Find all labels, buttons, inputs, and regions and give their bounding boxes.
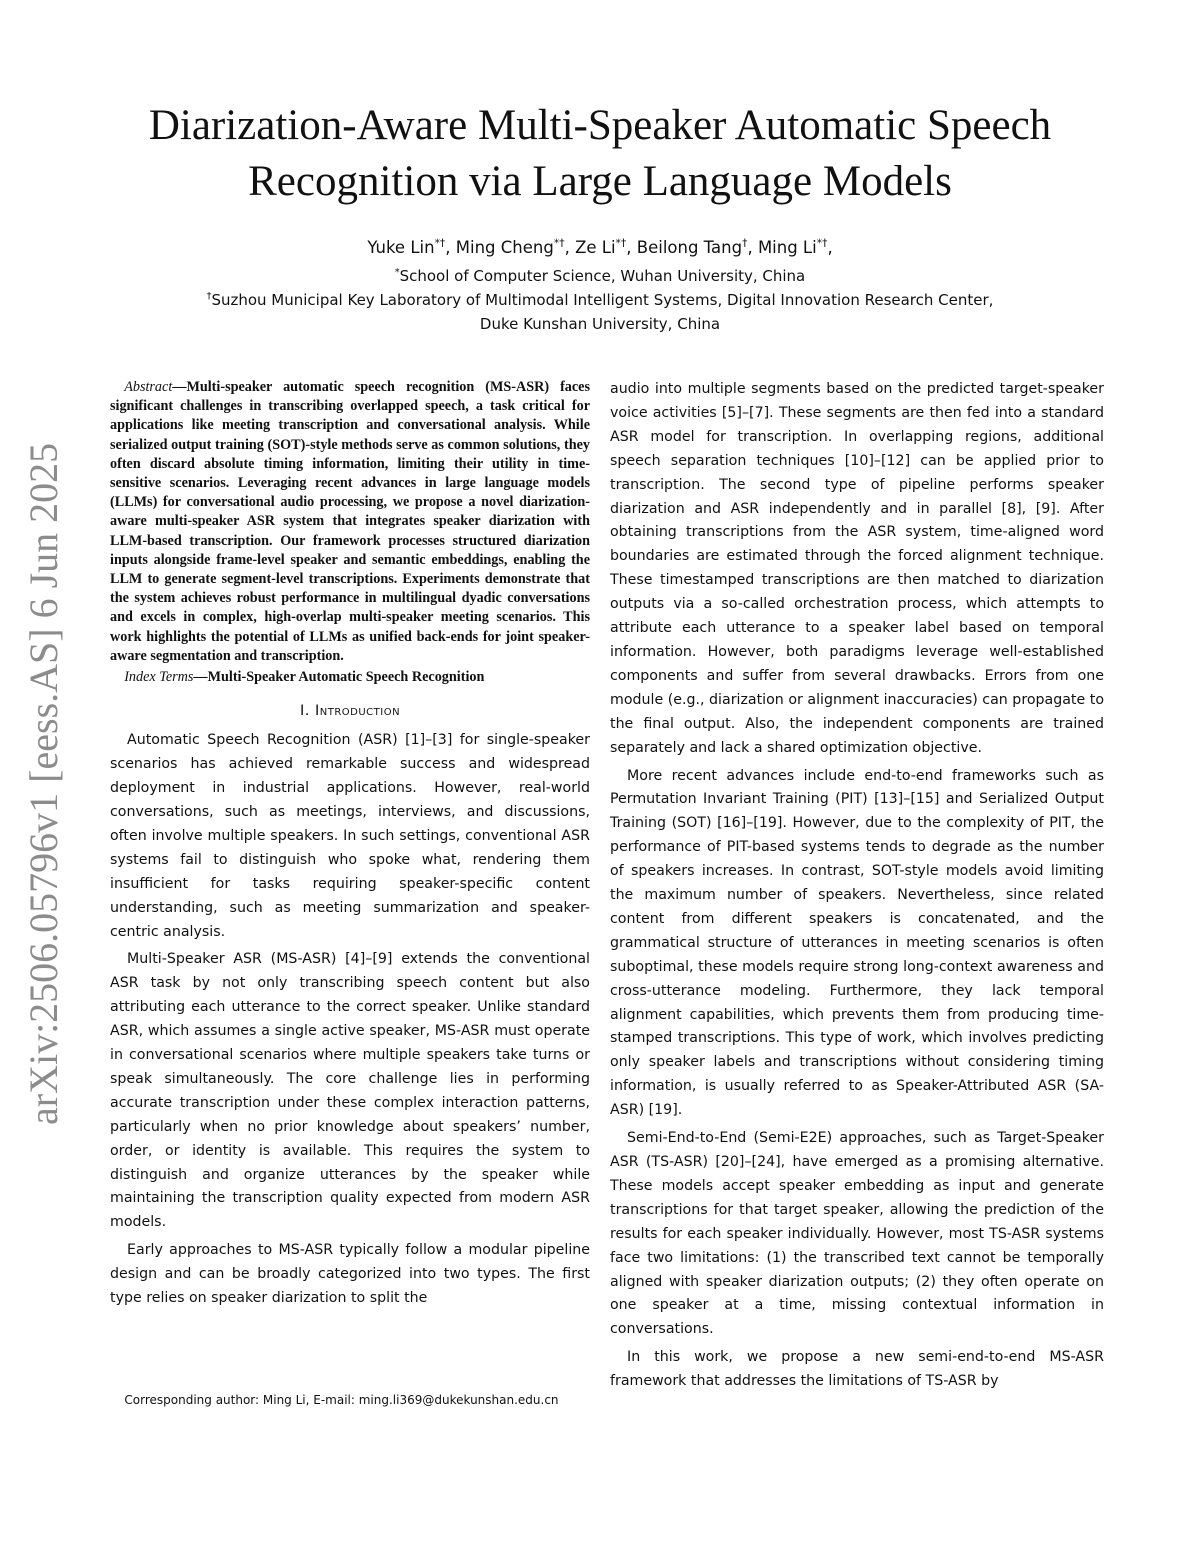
author-1: Yuke Lin*† bbox=[367, 236, 446, 257]
abstract-text: —Multi-speaker automatic speech recognition (MS-ASR) faces significant challenges in transcribing overlapped speech, a task critical for applications like meeting transcription and conversational analysis. While serialized output training (SOT)-style methods serve as common solutions, they often discard absolute timing information, limiting their utility in time-sensitive scenarios. Leveraging recent advances in large language models (LLMs) for conversational audio processing, we propose a novel diarization-aware multi-speaker ASR system that integrates speaker diarization with LLM-based transcription. Our framework processes structured diarization inputs alongside frame-level speaker and semantic embeddings, enabling the LLM to generate segment-level transcriptions. Experiments demonstrate that the system achieves robust performance in multilingual dyadic conversations and excels in complex, high-overlap multi-speaker meeting scenarios. This work highlights the potential of LLMs as unified back-ends for joint speaker-aware segmentation and transcription. bbox=[110, 379, 590, 664]
index-terms-label: Index Terms bbox=[124, 669, 194, 686]
paragraph: In this work, we propose a new semi-end-to-end MS-ASR framework that addresses the limitations of TS-ASR by bbox=[610, 1349, 1104, 1390]
arxiv-identifier-stamp: arXiv:2506.05796v1 [eess.AS] 6 Jun 2025 bbox=[21, 442, 66, 1125]
paragraph: More recent advances include end-to-end frameworks such as Permutation Invariant Training (PIT) [13]–[15] and Serialized Output Training (SOT) [16]–[19]. However, due to the complexity of PIT, the performance of PIT-based systems tends to degrade as the number of speakers increases. In contrast, SOT-style models avoid limiting the maximum number of speakers. Nevertheless, since related content from different speakers is concatenated, and the grammatical structure of utterances in meeting scenarios is often suboptimal, these models require strong long-context awareness and cross-utterance modeling. Furthermore, they lack temporal alignment capabilities, which prevents them from producing time-stamped transcriptions. This type of work, which involves predicting only speaker labels and transcriptions without considering timing information, is usually referred to as Speaker-Attributed ASR (SA-ASR) [19]. bbox=[610, 767, 1104, 1119]
paragraph: Semi-End-to-End (Semi-E2E) approaches, such as Target-Speaker ASR (TS-ASR) [20]–[24], have emerged as a promising alternative. These models accept speaker embedding as input and generate transcriptions for that target speaker, allowing the prediction of the results for each speaker individually. However, most TS-ASR systems face two limitations: (1) the transcribed text cannot be temporally aligned with speaker diarization outputs; (2) they often operate on one speaker at a time, missing contextual information in conversations. bbox=[610, 1130, 1104, 1338]
paragraph: Multi-Speaker ASR (MS-ASR) [4]–[9] extends the conventional ASR task by not only transcribing speech content but also attributing each utterance to the correct speaker. Unlike standard ASR, which assumes a single active speaker, MS-ASR must operate in conversational scenarios where multiple speakers take turns or speak simultaneously. The core challenge lies in performing accurate transcription under these complex interaction patterns, particularly when no prior knowledge about speakers’ number, order, or identity is available. This requires the system to distinguish and organize utterances by the speaker while maintaining the transcription quality expected from modern ASR models. bbox=[110, 951, 590, 1231]
abstract-label: Abstract bbox=[124, 379, 173, 395]
paragraph: Early approaches to MS-ASR typically follow a modular pipeline design and can be broadly categorized into two types. The first type relies on speaker diarization to split the bbox=[110, 1242, 590, 1307]
affiliation-duke-kunshan: Duke Kunshan University, China bbox=[479, 315, 721, 333]
author-5: Ming Li*† bbox=[757, 236, 828, 257]
author-2: Ming Cheng*† bbox=[455, 236, 565, 257]
section-heading-introduction: I. Introduction bbox=[299, 703, 401, 720]
right-column bbox=[610, 378, 1104, 1398]
paragraph: Automatic Speech Recognition (ASR) [1]–[3] for single-speaker scenarios has achieved remarkable success and widespread deployment in industrial applications. However, real-world conversations, such as meetings, interviews, and discussions, often involve multiple speakers. In such settings, conventional ASR systems fail to distinguish who spoke what, rendering them insufficient for tasks requiring speaker-specific content understanding, such as meeting summarization and speaker-centric analysis. bbox=[110, 732, 590, 940]
affiliation-suzhou: †Suzhou Municipal Key Laboratory of Multimodal Intelligent Systems, Digital Innovation Research Center, bbox=[206, 291, 994, 309]
corresponding-author-footnote: Corresponding author: Ming Li, E-mail: ming.li369@dukekunshan.edu.cn bbox=[124, 1393, 559, 1407]
author-3: Ze Li*† bbox=[575, 236, 627, 257]
left-column bbox=[110, 378, 590, 1315]
affiliation-wuhan: *School of Computer Science, Wuhan University, China bbox=[394, 267, 806, 285]
abstract bbox=[110, 378, 590, 666]
author-4: Beilong Tang† bbox=[636, 236, 748, 257]
author-list: Yuke Lin*†, Ming Cheng*†, Ze Li*†, Beilong Tang†, Ming Li*†, bbox=[367, 236, 833, 257]
index-terms bbox=[110, 668, 590, 687]
index-terms-text: —Multi-Speaker Automatic Speech Recognition bbox=[193, 669, 485, 686]
paragraph: audio into multiple segments based on the predicted target-speaker voice activities [5]–[7]. These segments are then fed into a standard ASR model for transcription. In overlapping regions, additional speech separation techniques [10]–[12] can be applied prior to transcription. The second type of pipeline performs speaker diarization and ASR independently and in parallel [8], [9]. After obtaining transcriptions from the ASR system, time-aligned word boundaries are estimated through the forced alignment technique. These timestamped transcriptions are then matched to diarization outputs via a so-called orchestration process, which attempts to attribute each utterance to a speaker label based on temporal information. However, both paradigms leverage well-established components and suffer from several drawbacks. Errors from one module (e.g., diarization or alignment inaccuracies) can propagate to the final output. Also, the independent components are trained separately and lack a shared optimization objective. bbox=[610, 381, 1104, 756]
paper-title: Diarization-Aware Multi-Speaker Automatic Speech Recognition via Large Language Models bbox=[148, 102, 1052, 205]
